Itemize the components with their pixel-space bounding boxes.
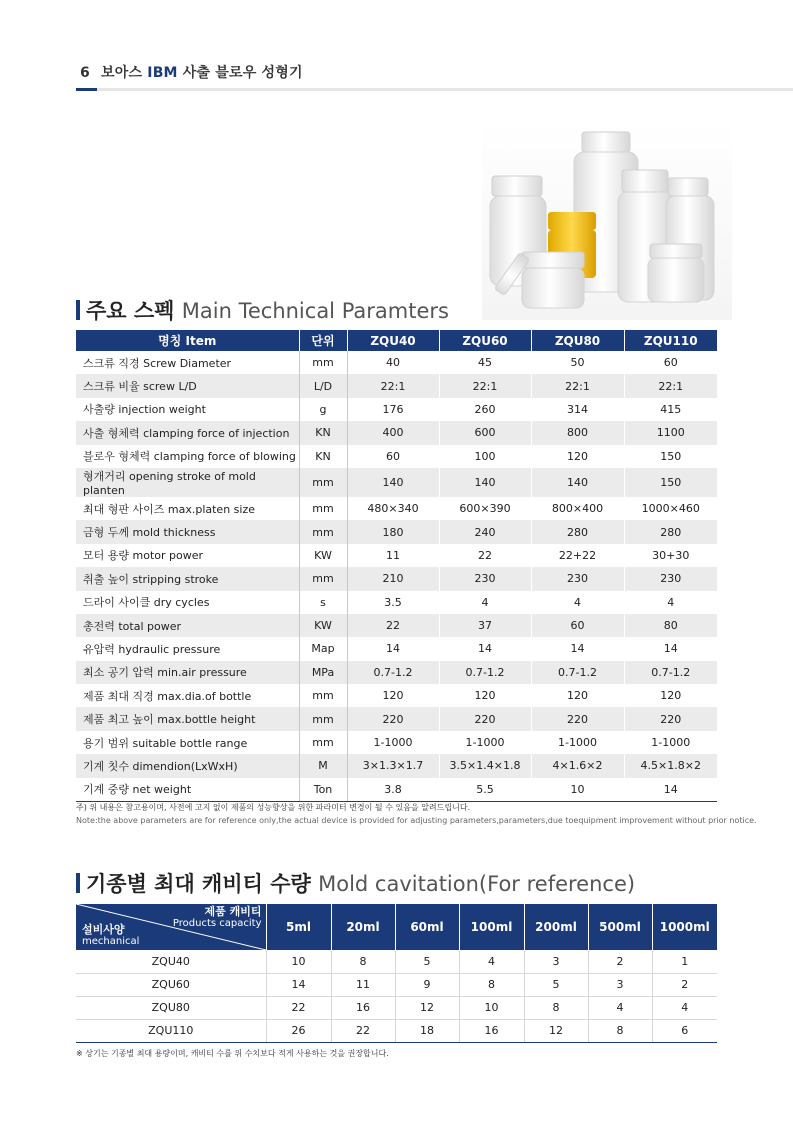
spec-value-cell: 1-1000 [624, 731, 717, 754]
corner-top-ko: 제품 캐비티 [204, 905, 262, 918]
spec-row-unit: mm [299, 707, 347, 730]
cavity-value-cell: 1 [652, 950, 717, 973]
spec-value-cell: 600 [439, 421, 531, 444]
spec-row-unit: mm [299, 468, 347, 497]
cavity-row [76, 996, 717, 1019]
header-divider-accent [76, 88, 97, 91]
spec-value-cell: 80 [624, 614, 717, 637]
spec-value-cell: 230 [439, 567, 531, 590]
spec-value-cell: 220 [624, 707, 717, 730]
capacity-header: 100ml [459, 904, 524, 950]
spec-row-name: 용기 범위 suitable bottle range [76, 731, 299, 754]
spec-value-cell: 60 [347, 445, 439, 468]
spec-value-cell: 22:1 [624, 374, 717, 397]
spec-value-cell: 240 [439, 520, 531, 543]
capacity-header: 20ml [331, 904, 395, 950]
capacity-header: 500ml [588, 904, 652, 950]
spec-row-name: 기계 중량 net weight [76, 778, 299, 801]
spec-row [76, 351, 717, 374]
cavity-row [76, 950, 717, 973]
spec-row-unit: mm [299, 684, 347, 707]
cavity-value-cell: 8 [459, 973, 524, 996]
spec-row-unit: mm [299, 731, 347, 754]
spec-row [76, 398, 717, 421]
cavity-value-cell: 11 [331, 973, 395, 996]
spec-value-cell: 230 [531, 567, 624, 590]
spec-value-cell: 230 [624, 567, 717, 590]
cavity-value-cell: 5 [395, 950, 459, 973]
cavity-header-row [76, 904, 717, 950]
spec-row-unit: KW [299, 544, 347, 567]
spec-row-name: 최소 공기 압력 min.air pressure [76, 661, 299, 684]
spec-row [76, 520, 717, 543]
spec-row-unit: Ton [299, 778, 347, 801]
spec-value-cell: 120 [439, 684, 531, 707]
spec-value-cell: 14 [531, 637, 624, 660]
spec-value-cell: 45 [439, 351, 531, 374]
spec-row-unit: mm [299, 351, 347, 374]
spec-header-zqu60: ZQU60 [439, 330, 531, 351]
spec-row-name: 스크류 직경 Screw Diameter [76, 351, 299, 374]
capacity-header: 1000ml [652, 904, 717, 950]
spec-value-cell: 180 [347, 520, 439, 543]
spec-value-cell: 22:1 [531, 374, 624, 397]
title-bar-accent [76, 300, 80, 320]
spec-row-name: 블로우 형체력 clamping force of blowing [76, 445, 299, 468]
spec-value-cell: 30+30 [624, 544, 717, 567]
cavity-value-cell: 18 [395, 1019, 459, 1042]
spec-header-unit: 단위 [299, 330, 347, 351]
spec-row-unit: L/D [299, 374, 347, 397]
spec-row-name: 사출량 injection weight [76, 398, 299, 421]
capacity-header: 60ml [395, 904, 459, 950]
spec-row-name: 제품 최고 높이 max.bottle height [76, 707, 299, 730]
cavity-title-en: Mold cavitation(For reference) [318, 872, 636, 896]
cavity-value-cell: 12 [524, 1019, 588, 1042]
spec-value-cell: 14 [624, 637, 717, 660]
spec-row-name: 사출 형체력 clamping force of injection [76, 421, 299, 444]
spec-value-cell: 280 [531, 520, 624, 543]
spec-value-cell: 0.7-1.2 [624, 661, 717, 684]
spec-value-cell: 37 [439, 614, 531, 637]
spec-row-name: 제품 최대 직경 max.dia.of bottle [76, 684, 299, 707]
spec-row [76, 754, 717, 777]
spec-value-cell: 210 [347, 567, 439, 590]
capacity-header: 5ml [266, 904, 331, 950]
cavity-value-cell: 8 [524, 996, 588, 1019]
spec-row [76, 614, 717, 637]
spec-row-unit: Map [299, 637, 347, 660]
cavity-value-cell: 10 [266, 950, 331, 973]
spec-value-cell: 260 [439, 398, 531, 421]
spec-row-name: 취출 높이 stripping stroke [76, 567, 299, 590]
spec-value-cell: 140 [531, 468, 624, 497]
spec-value-cell: 3.8 [347, 778, 439, 801]
spec-value-cell: 1000×460 [624, 497, 717, 520]
spec-value-cell: 0.7-1.2 [531, 661, 624, 684]
cavity-value-cell: 4 [588, 996, 652, 1019]
cavity-value-cell: 14 [266, 973, 331, 996]
corner-bottom-label [82, 924, 139, 948]
spec-value-cell: 0.7-1.2 [439, 661, 531, 684]
page-header [80, 62, 303, 82]
title-bar-accent [76, 873, 80, 893]
spec-note-ko: 주) 위 내용은 참고용이며, 사전에 고지 없이 제품의 성능향상을 위한 파라미터 변경이 될 수 있음을 알려드립니다. [76, 803, 471, 812]
spec-value-cell: 1-1000 [531, 731, 624, 754]
spec-value-cell: 140 [439, 468, 531, 497]
cavity-value-cell: 12 [395, 996, 459, 1019]
spec-value-cell: 415 [624, 398, 717, 421]
spec-value-cell: 3×1.3×1.7 [347, 754, 439, 777]
spec-value-cell: 176 [347, 398, 439, 421]
spec-value-cell: 4.5×1.8×2 [624, 754, 717, 777]
spec-row-unit: KW [299, 614, 347, 637]
cavity-value-cell: 4 [652, 996, 717, 1019]
spec-section-title [76, 295, 449, 325]
corner-top-en: Products capacity [172, 918, 262, 929]
jar-shape [648, 258, 704, 302]
spec-value-cell: 14 [624, 778, 717, 801]
spec-row [76, 778, 717, 801]
spec-value-cell: 22:1 [347, 374, 439, 397]
spec-header-zqu110: ZQU110 [624, 330, 717, 351]
spec-value-cell: 60 [624, 351, 717, 374]
spec-value-cell: 1-1000 [439, 731, 531, 754]
spec-value-cell: 480×340 [347, 497, 439, 520]
bottle-shape [668, 178, 708, 196]
spec-value-cell: 120 [531, 684, 624, 707]
jar-shape [650, 244, 702, 258]
cavity-section-title [76, 868, 635, 898]
spec-value-cell: 314 [531, 398, 624, 421]
spec-value-cell: 3.5×1.4×1.8 [439, 754, 531, 777]
spec-value-cell: 4 [531, 591, 624, 614]
product-photo [482, 120, 732, 320]
capacity-header: 200ml [524, 904, 588, 950]
spec-row [76, 468, 717, 497]
cavity-row-model: ZQU80 [76, 996, 266, 1019]
spec-note-en: Note:the above parameters are for reference only,the actual device is provided for adjusting parameters,parameters,due toequipment improvement without prior notice. [76, 816, 757, 825]
cavity-value-cell: 10 [459, 996, 524, 1019]
cavity-value-cell: 16 [459, 1019, 524, 1042]
spec-value-cell: 4×1.6×2 [531, 754, 624, 777]
spec-value-cell: 1100 [624, 421, 717, 444]
spec-row [76, 567, 717, 590]
spec-value-cell: 100 [439, 445, 531, 468]
cavity-value-cell: 26 [266, 1019, 331, 1042]
spec-value-cell: 14 [347, 637, 439, 660]
spec-header-row [76, 330, 717, 351]
bottle-shape [492, 176, 542, 196]
spec-value-cell: 3.5 [347, 591, 439, 614]
cavity-value-cell: 8 [588, 1019, 652, 1042]
spec-value-cell: 22 [439, 544, 531, 567]
spec-row [76, 731, 717, 754]
spec-row-name: 총전력 total power [76, 614, 299, 637]
cavity-row-model: ZQU60 [76, 973, 266, 996]
spec-table [76, 330, 717, 802]
spec-row [76, 707, 717, 730]
cavity-value-cell: 2 [588, 950, 652, 973]
spec-row [76, 497, 717, 520]
spec-header-zqu80: ZQU80 [531, 330, 624, 351]
spec-value-cell: 120 [531, 445, 624, 468]
header-divider [76, 88, 793, 91]
spec-value-cell: 120 [624, 684, 717, 707]
header-brand: IBM [147, 65, 178, 81]
spec-value-cell: 14 [439, 637, 531, 660]
spec-row-unit: mm [299, 520, 347, 543]
cavity-row-model: ZQU110 [76, 1019, 266, 1042]
corner-bottom-ko: 설비사양 [82, 923, 125, 936]
spec-row-name: 드라이 사이클 dry cycles [76, 591, 299, 614]
spec-value-cell: 800×400 [531, 497, 624, 520]
cavity-note: ※ 상기는 기종별 최대 용량이며, 캐비티 수를 위 수치보다 적게 사용하는 것을 권장합니다. [76, 1049, 389, 1058]
cavity-table [76, 904, 717, 1043]
spec-value-cell: 400 [347, 421, 439, 444]
spec-row-unit: KN [299, 445, 347, 468]
spec-row-name: 금형 두께 mold thickness [76, 520, 299, 543]
cavity-row [76, 1019, 717, 1042]
spec-value-cell: 4 [439, 591, 531, 614]
spec-header-item: 명칭 Item [76, 330, 299, 351]
spec-value-cell: 1-1000 [347, 731, 439, 754]
header-title-suffix: 사출 블로우 성형기 [182, 65, 303, 81]
spec-value-cell: 11 [347, 544, 439, 567]
spec-row-unit: g [299, 398, 347, 421]
jar-shape [522, 252, 584, 268]
cavity-row [76, 973, 717, 996]
spec-value-cell: 220 [439, 707, 531, 730]
spec-row-name: 모터 용량 motor power [76, 544, 299, 567]
cavity-value-cell: 4 [459, 950, 524, 973]
yellow-lid-shape [548, 212, 596, 230]
cavity-value-cell: 2 [652, 973, 717, 996]
spec-value-cell: 120 [347, 684, 439, 707]
cavity-value-cell: 5 [524, 973, 588, 996]
spec-row-name: 스크류 비율 screw L/D [76, 374, 299, 397]
spec-row [76, 544, 717, 567]
spec-value-cell: 22:1 [439, 374, 531, 397]
spec-row-unit: mm [299, 567, 347, 590]
spec-value-cell: 150 [624, 445, 717, 468]
spec-value-cell: 50 [531, 351, 624, 374]
jar-shape [522, 268, 584, 308]
spec-row-unit: MPa [299, 661, 347, 684]
spec-row-unit: s [299, 591, 347, 614]
cavity-value-cell: 3 [588, 973, 652, 996]
cavity-value-cell: 22 [331, 1019, 395, 1042]
cavity-value-cell: 8 [331, 950, 395, 973]
corner-bottom-en: mechanical [82, 936, 140, 947]
spec-value-cell: 40 [347, 351, 439, 374]
spec-value-cell: 220 [531, 707, 624, 730]
spec-row-name: 형개거리 opening stroke of mold planten [76, 468, 299, 497]
spec-row-name: 기계 칫수 dimendion(LxWxH) [76, 754, 299, 777]
spec-row [76, 591, 717, 614]
cavity-title-ko: 기종별 최대 캐비티 수량 [86, 872, 311, 896]
spec-value-cell: 22+22 [531, 544, 624, 567]
spec-row-unit: mm [299, 497, 347, 520]
spec-value-cell: 60 [531, 614, 624, 637]
spec-row [76, 421, 717, 444]
spec-value-cell: 0.7-1.2 [347, 661, 439, 684]
cavity-value-cell: 3 [524, 950, 588, 973]
spec-value-cell: 280 [624, 520, 717, 543]
spec-value-cell: 150 [624, 468, 717, 497]
spec-row [76, 374, 717, 397]
spec-header-zqu40: ZQU40 [347, 330, 439, 351]
spec-value-cell: 800 [531, 421, 624, 444]
spec-row [76, 684, 717, 707]
spec-title-en: Main Technical Paramters [181, 299, 449, 323]
spec-value-cell: 4 [624, 591, 717, 614]
cavity-row-model: ZQU40 [76, 950, 266, 973]
spec-value-cell: 140 [347, 468, 439, 497]
spec-value-cell: 22 [347, 614, 439, 637]
spec-row-unit: KN [299, 421, 347, 444]
corner-top-label [173, 906, 262, 930]
spec-row [76, 661, 717, 684]
spec-value-cell: 5.5 [439, 778, 531, 801]
spec-value-cell: 10 [531, 778, 624, 801]
bottle-shape [582, 132, 630, 152]
header-title-prefix: 보아스 [101, 65, 143, 81]
spec-value-cell: 600×390 [439, 497, 531, 520]
cavity-value-cell: 6 [652, 1019, 717, 1042]
spec-row-name: 유압력 hydraulic pressure [76, 637, 299, 660]
spec-row-unit: M [299, 754, 347, 777]
spec-title-ko: 주요 스펙 [86, 299, 175, 323]
cavity-value-cell: 22 [266, 996, 331, 1019]
bottle-shape [622, 170, 668, 192]
cavity-corner-cell [76, 904, 266, 950]
cavity-value-cell: 9 [395, 973, 459, 996]
page-number: 6 [80, 65, 90, 81]
spec-row [76, 445, 717, 468]
spec-row-name: 최대 형판 사이즈 max.platen size [76, 497, 299, 520]
spec-row [76, 637, 717, 660]
cavity-value-cell: 16 [331, 996, 395, 1019]
spec-value-cell: 220 [347, 707, 439, 730]
